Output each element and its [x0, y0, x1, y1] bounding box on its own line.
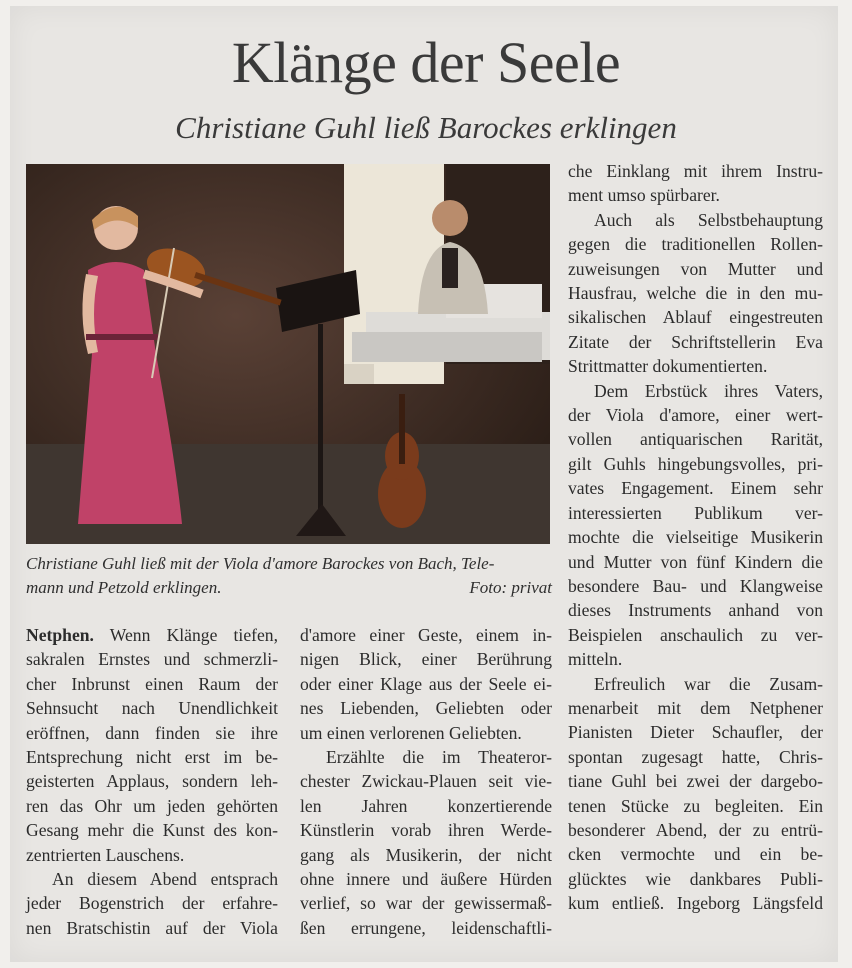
- text-line: tiane Guhl bei zwei der dargebo-: [568, 771, 823, 792]
- text-line: vollen antiquarischen Rarität,: [568, 429, 823, 450]
- text-line: mochte die vielseitige Musikerin: [568, 527, 823, 548]
- text-line: Zitate der Schriftstellerin Eva: [568, 331, 823, 352]
- text-line: cher Inbrunst einen Raum der: [26, 673, 278, 694]
- text-line: sakralen Ernstes und schmerzli-: [26, 649, 278, 670]
- dateline: Netphen.: [26, 625, 94, 645]
- text-line: geisterten Applaus, sondern leh-: [26, 771, 278, 792]
- text-line: mitteln.: [568, 649, 623, 670]
- headline: Klänge der Seele: [231, 30, 621, 95]
- text-line: cken vermochte und ein be-: [568, 844, 823, 865]
- text-line: Beispielen anschaulich zu ver-: [568, 624, 823, 645]
- article-column-1: [26, 623, 278, 940]
- text-line: Sehnsucht nach Unendlichkeit: [26, 698, 278, 719]
- text-line: nes Liebenden, Geliebten oder: [300, 698, 552, 719]
- text-line: tenen Stücke zu begleiten. Ein: [568, 795, 823, 816]
- text-line: d'amore einer Geste, einem in-: [300, 625, 552, 645]
- article-column-2: [300, 623, 552, 940]
- text-line: spontan zugesagt hatte, Chris-: [568, 746, 823, 767]
- text-line: oder einer Klage aus der Seele ei-: [300, 673, 552, 694]
- caption-line-1: Christiane Guhl ließ mit der Viola d'amore Barockes von Bach, Tele-: [26, 554, 495, 573]
- photo-caption: [26, 552, 552, 600]
- text-line: sikalischen Ablauf eingestreuten: [568, 307, 823, 328]
- text-line: menarbeit mit dem Netphener: [568, 697, 823, 718]
- caption-line-2-row: [26, 576, 552, 600]
- text-line: Netphen. Wenn Klänge tiefen,: [26, 625, 278, 645]
- text-line: Gesang mehr die Kunst des kon-: [26, 820, 278, 841]
- text-line: kum entließ. Ingeborg Längsfeld: [568, 893, 823, 914]
- concert-photo-image: [26, 164, 550, 544]
- concert-photo: [26, 164, 550, 544]
- text-line: und Mutter von fünf Kindern die: [568, 551, 823, 572]
- text-line: um einen verlorenen Geliebten.: [300, 722, 522, 743]
- text-line: Erzählte die im Theateror-: [326, 747, 552, 768]
- text-line: che Einklang mit ihrem Instru-: [568, 161, 823, 181]
- text-line: len Jahren konzertierende: [300, 795, 552, 816]
- text-line: Künstlerin vorab ihren Werde-: [300, 820, 552, 841]
- caption-line-2: mann und Petzold erklingen.: [26, 578, 222, 597]
- text-line: An diesem Abend entsprach: [52, 869, 278, 890]
- photo-credit: Foto: privat: [469, 578, 552, 597]
- text-line: interessierten Publikum ver-: [568, 502, 823, 523]
- text-line: zuweisungen von Mutter und: [568, 258, 823, 279]
- text-line: ohne innere und äußere Hürden: [300, 869, 552, 890]
- text-line: gilt Guhls hingebungsvolles, pri-: [568, 453, 823, 474]
- subheadline: Christiane Guhl ließ Barockes erklingen: [175, 110, 677, 145]
- text-line: der Viola d'amore, einer wert-: [568, 405, 823, 426]
- text-line: nigen Blick, einer Berührung: [300, 649, 552, 670]
- text-line: Auch als Selbstbehauptung: [594, 209, 823, 230]
- text-line: Erfreulich war die Zusam-: [594, 673, 823, 694]
- article-column-3: [568, 159, 823, 916]
- text-line: zentrierten Lauschens.: [26, 844, 185, 865]
- text-line: ren das Ohr um jeden gehörten: [26, 795, 278, 816]
- text-line: Pianisten Dieter Schaufler, der: [568, 722, 823, 743]
- text-line: gegen die traditionellen Rollen-: [568, 234, 823, 255]
- text-line: Strittmatter dokumentierten.: [568, 356, 768, 377]
- text-line: Hausfrau, welche die in den mu-: [568, 283, 823, 304]
- text-line: besondere Bau- und Klangweise: [568, 575, 823, 596]
- text-line: chester Zwickau-Plauen seit vie-: [300, 771, 552, 792]
- text-line: dieses Instruments anhand von: [568, 600, 823, 621]
- text-line: glücktes wie dankbares Publi-: [568, 868, 823, 889]
- text-line: besonderer Abend, der zu entrü-: [568, 819, 823, 840]
- text-line: Dem Erbstück ihres Vaters,: [594, 380, 823, 401]
- text-line: jeder Bogenstrich der erfahre-: [26, 893, 278, 914]
- text-line: verlief, so war der gewissermaß-: [300, 893, 552, 914]
- text-line: gang als Musikerin, der nicht: [300, 844, 552, 865]
- text-line: Entsprechung nicht erst im be-: [26, 747, 278, 768]
- text-line: nen Bratschistin auf der Viola: [26, 917, 278, 938]
- text-line: vates Engagement. Einem sehr: [568, 478, 823, 499]
- text-line: eröffnen, dann finden sie ihre: [26, 722, 278, 743]
- text-line: ßen errungene, leidenschaftli-: [300, 917, 552, 938]
- text-line: ment umso spürbarer.: [568, 185, 720, 206]
